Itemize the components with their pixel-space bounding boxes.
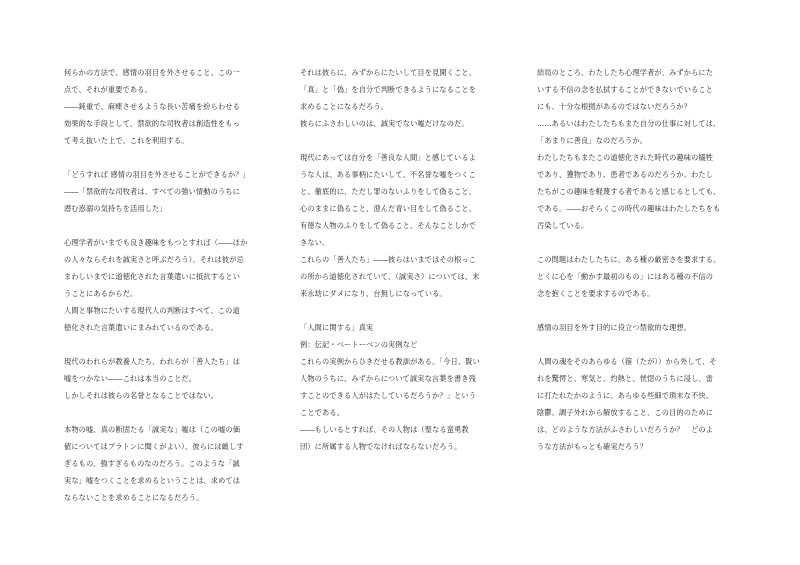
- text-line: しかしそれは彼らの名誉となることではない。: [64, 391, 219, 400]
- text-line: 「あまりに善良」なのだろうか。: [537, 136, 648, 145]
- paragraph: [64, 166, 294, 217]
- text-line: 人間の魂をそのあらゆる（箍（たが））から外して、そ: [537, 357, 717, 366]
- text-line: ――鈍重で、麻痺させるような長い苦痛を紛らわせる: [64, 102, 240, 111]
- text-line: 何らかの方法で、感情の羽目を外させること。この一: [64, 68, 240, 77]
- text-line: 心のままに偽ること、澄んだ青い目をして偽ること、: [300, 204, 477, 213]
- text-line: 来永劫にダメになり、台無しになっている。: [300, 289, 447, 298]
- text-line: 徳化された言葉遣いにまみれているのである。: [64, 323, 219, 332]
- text-line: 現代にあっては自分を「善良な人間」と感じているよ: [300, 153, 477, 162]
- text-line: 「真」と「偽」を自分で判断できるようになることを: [300, 85, 477, 94]
- text-line: 潜む惑溺の気持ちを活用した」: [64, 204, 167, 213]
- text-line: に打たれたかのように、あらゆる些細で瑣末な不快、: [537, 391, 714, 400]
- text-column-2: [300, 64, 530, 455]
- text-line: 値についてはプラトンに聞くがよい）、彼らには厳しす: [64, 442, 244, 451]
- paragraph-gap: [64, 149, 294, 166]
- text-line: 心理学者がいまでも良き趣味をもつとすれば（――ほか: [64, 238, 248, 247]
- text-line: である。――おそらくこの時代の趣味はわたしたちをも: [537, 204, 721, 213]
- text-line: て考え抜いた上で、これを利用する。: [64, 136, 189, 145]
- text-line: わたしたちもまたこの道徳化された時代の趣味の犠牲: [537, 153, 714, 162]
- text-line: は、どのような方法がふさわしいだろうか？ どのよ: [537, 425, 714, 434]
- paragraph: [537, 319, 767, 336]
- text-line: であり、獲物であり、患者であるのだろうか。わたし: [537, 170, 714, 179]
- text-line: ――もしいるとすれば、その人物は（聖なる蛮勇教: [300, 425, 469, 434]
- text-line: きない。: [300, 238, 330, 247]
- paragraph-gap: [64, 336, 294, 353]
- paragraph: [64, 421, 294, 506]
- paragraph: [537, 353, 767, 455]
- text-line: ……あるいはわたしたちもまた自分の仕事に対しては、: [537, 119, 721, 128]
- text-line: それは彼らに、みずからにたいして目を見開くこと、: [300, 68, 477, 77]
- text-line: の人々ならそれを誠実さと呼ぶだろう）、それは彼が忌: [64, 255, 244, 264]
- text-line: 実な」嘘をつくことを求めるということは、求めては: [64, 476, 241, 485]
- paragraph: [300, 149, 530, 302]
- paragraph-gap: [537, 234, 767, 251]
- paragraph-gap: [64, 217, 294, 234]
- text-line: ことである。: [300, 408, 345, 417]
- text-line: 「どうすれば 感情の羽目を外させることができるか？」: [64, 170, 250, 179]
- text-line: 本物の嘘、真の断固たる「誠実な」嘘は（この嘘の価: [64, 425, 241, 434]
- paragraph-gap: [300, 132, 530, 149]
- text-line: 点で、それが重要である。: [64, 85, 152, 94]
- text-line: 現代のわれらが教養人たち、われらが「善人たち」は: [64, 357, 241, 366]
- paragraph-gap: [537, 302, 767, 319]
- text-line: ならないことを求めることになるだろう。: [64, 493, 204, 502]
- text-line: の所から道徳化されていて、（誠実さ）については、未: [300, 272, 480, 281]
- text-line: 効果的な手段として、禁欲的な司牧者は創造性をもっ: [64, 119, 240, 128]
- text-line: 求めることになるだろう。: [300, 102, 389, 111]
- paragraph-gap: [537, 336, 767, 353]
- text-line: 念を抱くことを要求するのである。: [537, 289, 655, 298]
- paragraph: [300, 319, 530, 455]
- paragraph: [64, 234, 294, 336]
- text-line: 彼らにふさわしいのは、誠実でない嘘だけなのだ。: [300, 119, 469, 128]
- text-line: にも、十分な根拠があるのではないだろうか？: [537, 102, 692, 111]
- text-line: この問題はわたしたちに、ある種の厳密さを要求する。: [537, 255, 721, 264]
- paragraph: [64, 64, 294, 149]
- text-line: 人間と事物にたいする現代人の判断はすべて、この道: [64, 306, 240, 315]
- text-line: 「人間に関する」真実: [300, 323, 374, 332]
- text-line: うな人は、ある事柄にたいして、不名誉な嘘をつくこ: [300, 170, 476, 179]
- paragraph: [537, 251, 767, 302]
- text-line: 団）に所属する人物でなければならないだろう。: [300, 442, 462, 451]
- paragraph-gap: [300, 302, 530, 319]
- text-line: いする不信の念を払拭することができないでいること: [537, 85, 714, 94]
- paragraph: [300, 64, 530, 132]
- text-line: と、徹底的に、ただし罪のないふりをして偽ること、: [300, 187, 477, 196]
- text-line: ――「禁欲的な司牧者は、すべての強い情動のうちに: [64, 187, 240, 196]
- text-line: 感情の羽目を外す目的に役立つ禁欲的な理想。: [537, 323, 692, 332]
- text-line: 嘘をつかない――これは本当のことだ。: [64, 374, 197, 383]
- text-column-3: [537, 64, 767, 455]
- text-line: 結局のところ、わたしたち心理学者が、みずからにた: [537, 68, 714, 77]
- text-line: ぎるもの、強すぎるものなのだろう。このような「誠: [64, 459, 240, 468]
- text-line: まわしいまでに道徳化された言葉遣いに抵抗するとい: [64, 272, 241, 281]
- text-line: すことのできる人がはたしているだろうか？」という: [300, 391, 477, 400]
- text-line: 人物のうちに、みずからについて誠実な言葉を書き残: [300, 374, 476, 383]
- text-line: 例：伝記・ベートーベンの実例など: [300, 340, 418, 349]
- text-line: うな方法がもっとも確実だろう？: [537, 442, 648, 451]
- text-column-1: [64, 64, 294, 506]
- text-line: これらの実例からひきだせる教訓がある。「今日、賢い: [300, 357, 480, 366]
- text-line: れを驚愕と、寒気と、灼熱と、恍惚のうちに浸し、雷: [537, 374, 714, 383]
- text-line: たちがこの趣味を軽蔑する者であると感じるとしても、: [537, 187, 721, 196]
- paragraph: [537, 64, 767, 234]
- text-line: うことにあるからだ。: [64, 289, 138, 298]
- paragraph: [64, 353, 294, 404]
- text-line: 有徳な人物のふりをして偽ること、そんなことしかで: [300, 221, 477, 230]
- text-line: 汚染している。: [537, 221, 589, 230]
- text-line: とくに心を「動かす最初のもの」にはある種の不信の: [537, 272, 714, 281]
- text-line: これらの「善人たち」――彼らはいまではその根っこ: [300, 255, 477, 264]
- text-line: 陰鬱、調子外れから解放すること、この目的のために: [537, 408, 714, 417]
- paragraph-gap: [64, 404, 294, 421]
